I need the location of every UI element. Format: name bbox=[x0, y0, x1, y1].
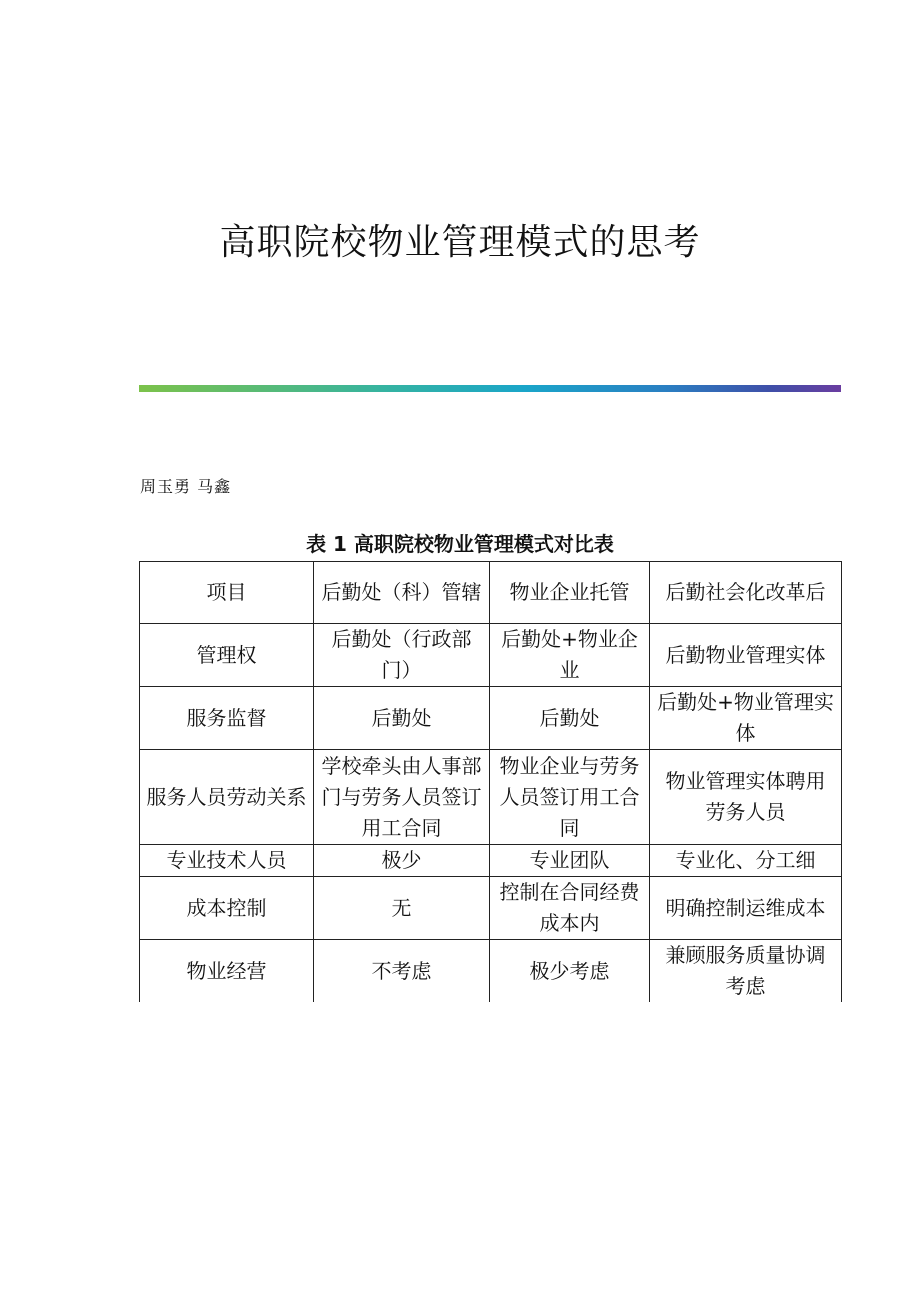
table-cell: 后勤处 bbox=[314, 687, 490, 750]
header-cell: 后勤社会化改革后 bbox=[650, 562, 842, 624]
table-cell: 专业团队 bbox=[490, 845, 650, 877]
table-header-row bbox=[140, 562, 842, 624]
table-cell: 物业管理实体聘用劳务人员 bbox=[650, 750, 842, 845]
table-cell: 学校牵头由人事部门与劳务人员签订用工合同 bbox=[314, 750, 490, 845]
table-cell: 专业化、分工细 bbox=[650, 845, 842, 877]
table-cell: 专业技术人员 bbox=[140, 845, 314, 877]
table-cell: 兼顾服务质量协调考虑 bbox=[650, 940, 842, 1003]
table-cell: 后勤处+物业管理实体 bbox=[650, 687, 842, 750]
table-cell: 极少 bbox=[314, 845, 490, 877]
table-cell: 后勤处 bbox=[490, 687, 650, 750]
table-cell: 服务监督 bbox=[140, 687, 314, 750]
header-cell: 后勤处（科）管辖 bbox=[314, 562, 490, 624]
table-cell: 无 bbox=[314, 877, 490, 940]
comparison-table bbox=[139, 561, 842, 1002]
authors: 周玉勇 马鑫 bbox=[140, 477, 232, 496]
table-row bbox=[140, 687, 842, 750]
table-cell: 明确控制运维成本 bbox=[650, 877, 842, 940]
table-cell: 控制在合同经费成本内 bbox=[490, 877, 650, 940]
table-cell: 物业经营 bbox=[140, 940, 314, 1003]
header-cell: 物业企业托管 bbox=[490, 562, 650, 624]
table-cell: 极少考虑 bbox=[490, 940, 650, 1003]
table-row bbox=[140, 845, 842, 877]
table-cell: 后勤处（行政部门） bbox=[314, 624, 490, 687]
table-cell: 后勤处+物业企业 bbox=[490, 624, 650, 687]
header-cell: 项目 bbox=[140, 562, 314, 624]
table-cell: 物业企业与劳务人员签订用工合同 bbox=[490, 750, 650, 845]
table-row bbox=[140, 940, 842, 1003]
table-cell: 后勤物业管理实体 bbox=[650, 624, 842, 687]
table-cell: 成本控制 bbox=[140, 877, 314, 940]
table-caption: 表 1 高职院校物业管理模式对比表 bbox=[306, 532, 614, 556]
gradient-divider bbox=[139, 385, 841, 392]
table-cell: 不考虑 bbox=[314, 940, 490, 1003]
table-row bbox=[140, 750, 842, 845]
table-cell: 服务人员劳动关系 bbox=[140, 750, 314, 845]
table-row bbox=[140, 624, 842, 687]
document-title: 高职院校物业管理模式的思考 bbox=[219, 222, 701, 263]
table-row bbox=[140, 877, 842, 940]
table-cell: 管理权 bbox=[140, 624, 314, 687]
